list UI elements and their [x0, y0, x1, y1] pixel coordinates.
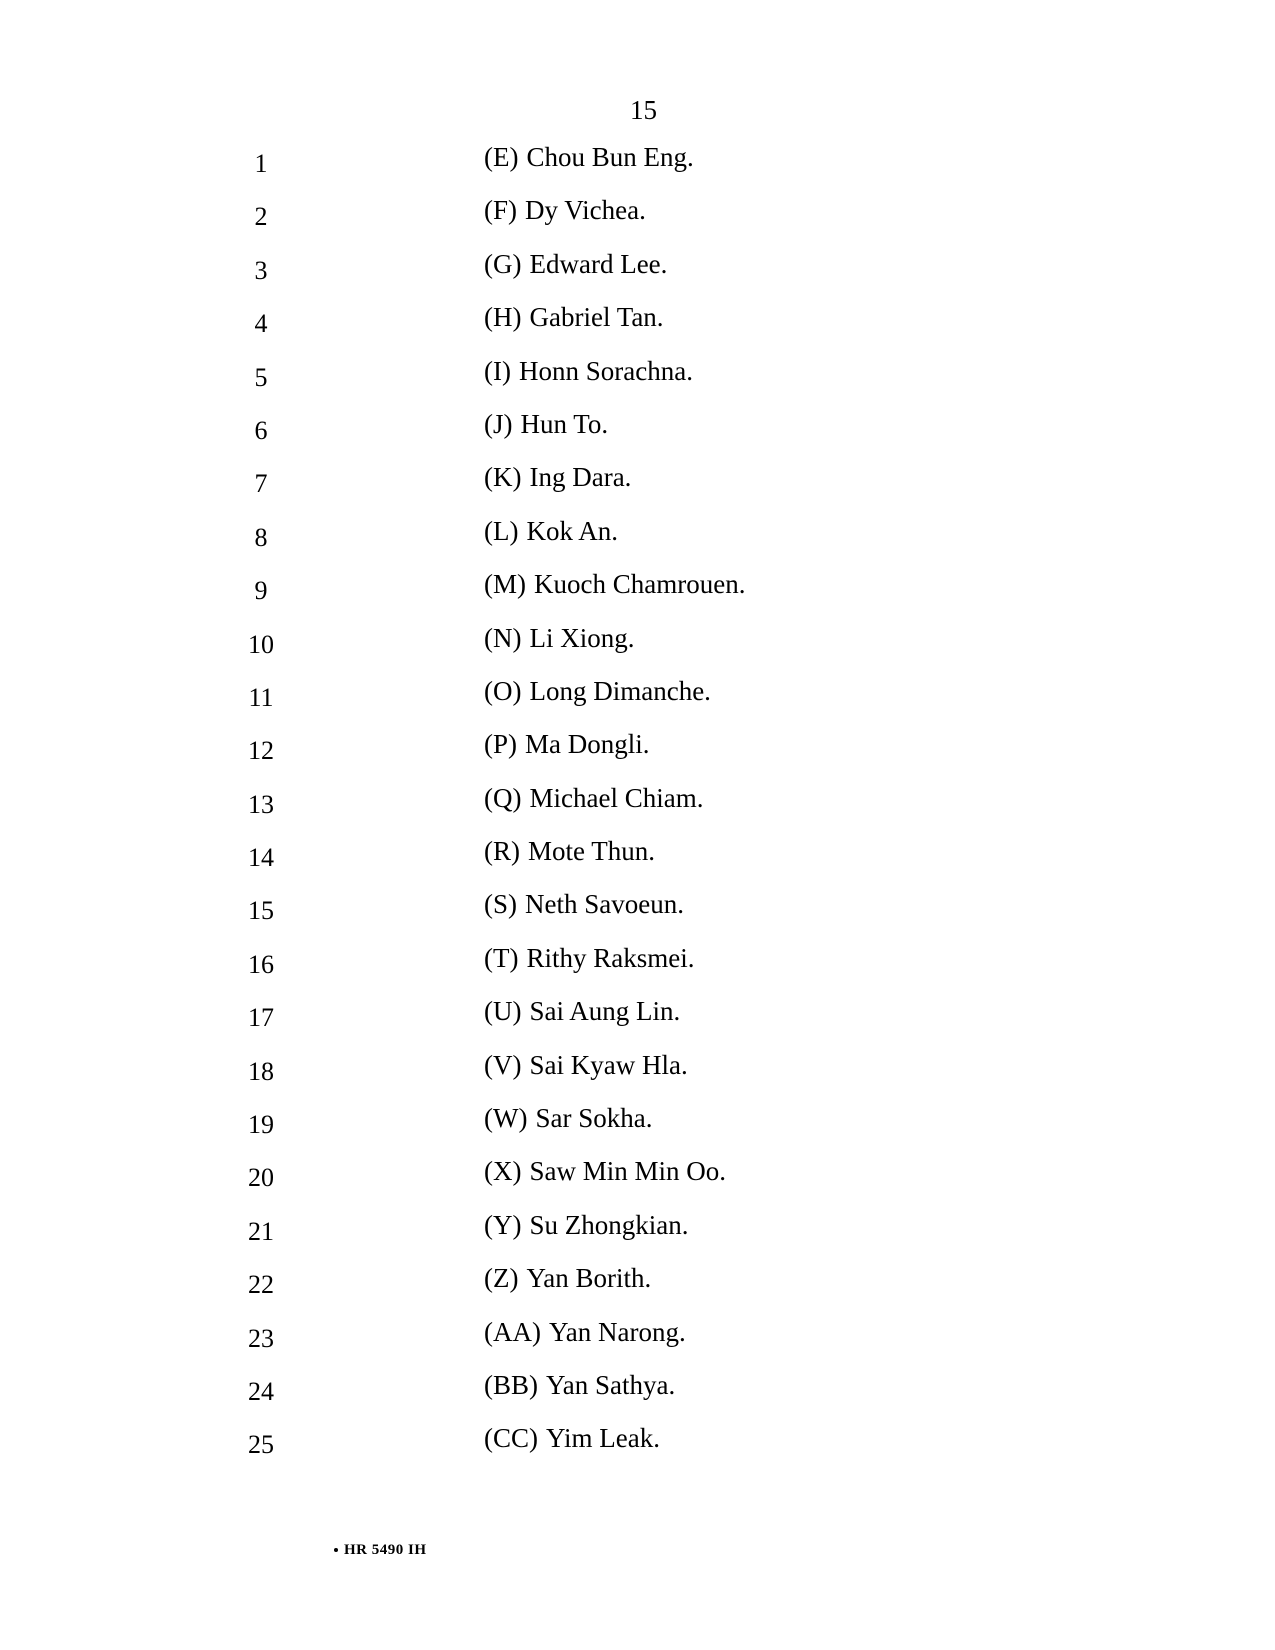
entry-name: Rithy Raksmei. [526, 942, 695, 973]
entry-name: Yim Leak. [546, 1423, 660, 1454]
entry-name: Sai Kyaw Hla. [529, 1049, 688, 1080]
entry-label: (L) [484, 515, 519, 546]
numbered-line [0, 141, 1275, 194]
entry-name: Edward Lee. [529, 248, 668, 279]
list-entry [484, 1316, 686, 1348]
numbered-line [0, 1102, 1275, 1155]
line-number: 13 [248, 789, 274, 819]
line-number: 9 [254, 576, 268, 606]
list-entry [484, 675, 711, 707]
list-entry [484, 622, 634, 654]
numbered-line [0, 408, 1275, 461]
list-entry [484, 141, 694, 173]
list-entry [484, 1155, 726, 1187]
numbered-line [0, 515, 1275, 568]
list-entry [484, 248, 667, 280]
numbered-line [0, 782, 1275, 835]
line-number: 8 [254, 522, 268, 552]
entry-name: Chou Bun Eng. [526, 142, 694, 172]
numbered-line [0, 194, 1275, 247]
line-number: 23 [248, 1323, 274, 1353]
entry-name: Sar Sokha. [535, 1103, 653, 1134]
entry-label: (P) [484, 729, 517, 760]
entry-label: (F) [484, 195, 517, 226]
entry-label: (K) [484, 462, 522, 493]
list-entry [484, 1102, 652, 1134]
line-number: 11 [248, 682, 274, 712]
entry-label: (Y) [484, 1209, 522, 1240]
line-number: 17 [248, 1003, 274, 1033]
entry-name: Ing Dara. [529, 462, 632, 493]
list-entry [484, 1369, 675, 1401]
line-number: 3 [254, 255, 268, 285]
line-number: 14 [248, 843, 274, 873]
line-number: 6 [254, 415, 268, 445]
entry-name: Yan Sathya. [546, 1369, 676, 1400]
numbered-line [0, 1049, 1275, 1102]
line-number: 18 [248, 1056, 274, 1086]
entry-label: (Q) [484, 782, 522, 813]
line-number: 1 [254, 149, 268, 178]
numbered-line [0, 622, 1275, 675]
entry-name: Gabriel Tan. [529, 302, 664, 333]
list-entry [484, 301, 664, 333]
entry-name: Ma Dongli. [525, 729, 650, 760]
line-number: 7 [254, 469, 268, 499]
numbered-line [0, 728, 1275, 781]
list-entry [484, 355, 693, 387]
line-number: 16 [248, 949, 274, 979]
numbered-line [0, 568, 1275, 621]
bill-footer [334, 1542, 427, 1559]
entry-label: (V) [484, 1049, 522, 1080]
line-number: 15 [248, 896, 274, 926]
line-number: 5 [254, 362, 268, 392]
line-number: 22 [248, 1270, 274, 1300]
numbered-line [0, 995, 1275, 1048]
numbered-line [0, 355, 1275, 408]
entry-label: (U) [484, 996, 522, 1027]
entry-label: (Z) [484, 1263, 519, 1294]
entry-label: (T) [484, 942, 519, 973]
entry-label: (BB) [484, 1369, 538, 1400]
entry-label: (G) [484, 248, 522, 279]
entry-name: Hun To. [520, 408, 609, 439]
entry-name: Su Zhongkian. [529, 1209, 689, 1240]
entry-name: Mote Thun. [528, 836, 655, 867]
entry-name: Yan Narong. [548, 1316, 686, 1347]
list-entry [484, 408, 608, 440]
numbered-line [0, 835, 1275, 888]
list-entry [484, 728, 650, 760]
entry-label: (W) [484, 1103, 528, 1134]
bill-identifier: HR 5490 IH [344, 1542, 427, 1558]
entry-label: (AA) [484, 1316, 541, 1347]
line-number: 2 [254, 202, 268, 232]
entry-name: Li Xiong. [529, 622, 635, 653]
entry-label: (E) [484, 142, 519, 172]
list-entry [484, 1049, 688, 1081]
entry-name: Neth Savoeun. [525, 889, 684, 920]
numbered-line [0, 1369, 1275, 1422]
numbered-line [0, 942, 1275, 995]
line-number: 19 [248, 1110, 274, 1140]
list-entry [484, 888, 684, 920]
entry-label: (S) [484, 889, 517, 920]
line-number: 25 [248, 1430, 274, 1460]
line-number: 20 [248, 1163, 274, 1193]
entry-label: (M) [484, 569, 526, 600]
numbered-line [0, 301, 1275, 354]
entry-label: (R) [484, 836, 520, 867]
numbered-line [0, 1262, 1275, 1315]
entry-name: Honn Sorachna. [518, 355, 693, 386]
line-number: 21 [248, 1216, 274, 1246]
numbered-line [0, 1155, 1275, 1208]
list-entry [484, 835, 655, 867]
list-entry [484, 1262, 651, 1294]
entry-name: Michael Chiam. [529, 782, 704, 813]
list-entry [484, 1422, 660, 1454]
numbered-line [0, 1209, 1275, 1262]
entry-label: (H) [484, 302, 522, 333]
entry-name: Kuoch Chamrouen. [534, 569, 746, 600]
list-entry [484, 995, 680, 1027]
numbered-line [0, 1422, 1275, 1475]
entry-name: Dy Vichea. [525, 195, 646, 226]
entry-label: (J) [484, 408, 513, 439]
bullet-icon [334, 1548, 338, 1552]
page-number: 15 [630, 95, 657, 125]
entry-name: Long Dimanche. [529, 675, 711, 706]
entry-label: (CC) [484, 1423, 538, 1454]
numbered-line [0, 675, 1275, 728]
list-entry [484, 782, 703, 814]
list-entry [484, 1209, 688, 1241]
list-entry [484, 515, 618, 547]
numbered-line [0, 1316, 1275, 1369]
list-entry [484, 461, 631, 493]
numbered-line [0, 888, 1275, 941]
entry-label: (X) [484, 1156, 522, 1187]
line-number: 12 [248, 736, 274, 766]
entry-name: Yan Borith. [526, 1263, 652, 1294]
list-entry [484, 568, 745, 600]
numbered-line [0, 461, 1275, 514]
entry-label: (N) [484, 622, 522, 653]
line-number: 4 [254, 309, 268, 339]
entry-label: (I) [484, 355, 511, 386]
entry-name: Kok An. [526, 515, 618, 546]
numbered-line [0, 248, 1275, 301]
line-number: 10 [248, 629, 274, 659]
line-number: 24 [248, 1376, 274, 1406]
entry-name: Saw Min Min Oo. [529, 1156, 726, 1187]
list-entry [484, 194, 646, 226]
entry-label: (O) [484, 675, 522, 706]
list-entry [484, 942, 694, 974]
entry-name: Sai Aung Lin. [529, 996, 681, 1027]
numbered-line-list [0, 141, 1275, 1476]
